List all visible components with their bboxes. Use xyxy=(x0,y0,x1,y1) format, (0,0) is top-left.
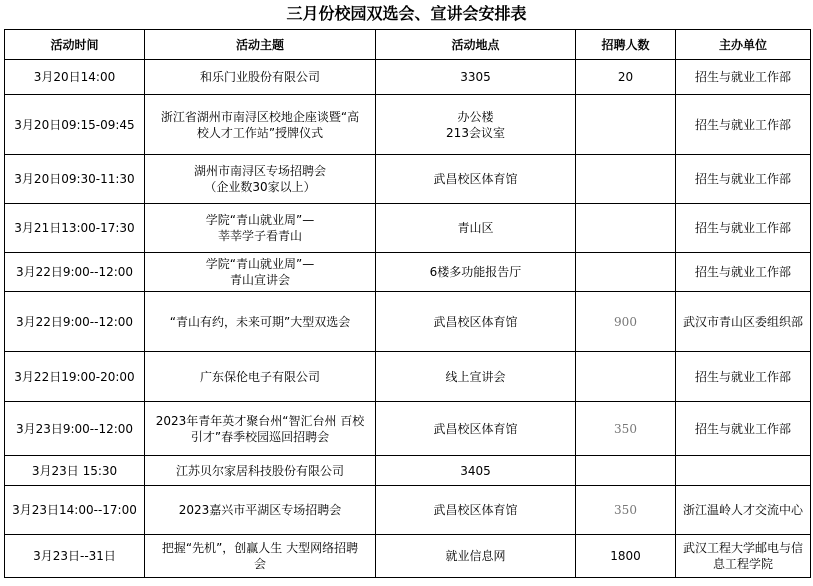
cell-host: 武汉市青山区委组织部 xyxy=(676,292,811,352)
cell-theme: 江苏贝尔家居科技股份有限公司 xyxy=(145,456,376,486)
cell-count: 350 xyxy=(576,402,676,456)
cell-place: 线上宣讲会 xyxy=(376,352,576,402)
cell-theme: 把握“先机”，创赢人生 大型网络招聘 会 xyxy=(145,535,376,578)
cell-host: 武汉工程大学邮电与信 息工程学院 xyxy=(676,535,811,578)
table-header-row xyxy=(5,30,811,60)
cell-theme: 浙江省湖州市南浔区校地企座谈暨“高 校人才工作站”授牌仪式 xyxy=(145,95,376,155)
header-place: 活动地点 xyxy=(376,30,576,60)
cell-count xyxy=(576,456,676,486)
cell-place: 武昌校区体育馆 xyxy=(376,292,576,352)
cell-theme: 广东保伦电子有限公司 xyxy=(145,352,376,402)
cell-time: 3月21日13:00-17:30 xyxy=(5,204,145,253)
cell-place: 办公楼 213会议室 xyxy=(376,95,576,155)
cell-count: 350 xyxy=(576,486,676,535)
table-row xyxy=(5,535,811,578)
table-row xyxy=(5,352,811,402)
cell-time: 3月20日14:00 xyxy=(5,60,145,95)
cell-theme: 学院“青山就业周”— 青山宣讲会 xyxy=(145,253,376,292)
cell-count xyxy=(576,204,676,253)
table-row xyxy=(5,204,811,253)
cell-count: 900 xyxy=(576,292,676,352)
cell-place: 6楼多功能报告厅 xyxy=(376,253,576,292)
cell-time: 3月23日--31日 xyxy=(5,535,145,578)
header-time: 活动时间 xyxy=(5,30,145,60)
cell-place: 青山区 xyxy=(376,204,576,253)
cell-host: 招生与就业工作部 xyxy=(676,60,811,95)
table-row xyxy=(5,402,811,456)
table-row xyxy=(5,292,811,352)
cell-host: 招生与就业工作部 xyxy=(676,402,811,456)
cell-count: 1800 xyxy=(576,535,676,578)
cell-host: 招生与就业工作部 xyxy=(676,95,811,155)
header-count: 招聘人数 xyxy=(576,30,676,60)
cell-place: 武昌校区体育馆 xyxy=(376,155,576,204)
cell-time: 3月23日 15:30 xyxy=(5,456,145,486)
cell-place: 武昌校区体育馆 xyxy=(376,486,576,535)
cell-place: 3305 xyxy=(376,60,576,95)
cell-place: 就业信息网 xyxy=(376,535,576,578)
table-row xyxy=(5,456,811,486)
cell-count xyxy=(576,155,676,204)
cell-host: 招生与就业工作部 xyxy=(676,155,811,204)
table-row xyxy=(5,155,811,204)
cell-theme: 2023年青年英才聚台州“智汇台州 百校 引才”春季校园巡回招聘会 xyxy=(145,402,376,456)
cell-time: 3月22日9:00--12:00 xyxy=(5,253,145,292)
cell-theme: 2023嘉兴市平湖区专场招聘会 xyxy=(145,486,376,535)
cell-time: 3月20日09:15-09:45 xyxy=(5,95,145,155)
cell-host: 招生与就业工作部 xyxy=(676,352,811,402)
cell-time: 3月23日14:00--17:00 xyxy=(5,486,145,535)
cell-count xyxy=(576,253,676,292)
header-host: 主办单位 xyxy=(676,30,811,60)
page-title: 三月份校园双选会、宣讲会安排表 xyxy=(286,4,527,23)
cell-time: 3月22日19:00-20:00 xyxy=(5,352,145,402)
cell-host xyxy=(676,456,811,486)
cell-theme: “青山有约，未来可期”大型双选会 xyxy=(145,292,376,352)
schedule-table xyxy=(4,29,811,578)
cell-theme: 和乐门业股份有限公司 xyxy=(145,60,376,95)
cell-host: 招生与就业工作部 xyxy=(676,253,811,292)
cell-count xyxy=(576,352,676,402)
cell-host: 浙江温岭人才交流中心 xyxy=(676,486,811,535)
table-row xyxy=(5,253,811,292)
cell-count xyxy=(576,95,676,155)
table-row xyxy=(5,60,811,95)
cell-place: 武昌校区体育馆 xyxy=(376,402,576,456)
cell-theme: 湖州市南浔区专场招聘会 （企业数30家以上） xyxy=(145,155,376,204)
cell-time: 3月22日9:00--12:00 xyxy=(5,292,145,352)
cell-place: 3405 xyxy=(376,456,576,486)
table-row xyxy=(5,95,811,155)
cell-count: 20 xyxy=(576,60,676,95)
header-theme: 活动主题 xyxy=(145,30,376,60)
cell-host: 招生与就业工作部 xyxy=(676,204,811,253)
cell-time: 3月20日09:30-11:30 xyxy=(5,155,145,204)
cell-theme: 学院“青山就业周”— 莘莘学子看青山 xyxy=(145,204,376,253)
cell-time: 3月23日9:00--12:00 xyxy=(5,402,145,456)
table-row xyxy=(5,486,811,535)
